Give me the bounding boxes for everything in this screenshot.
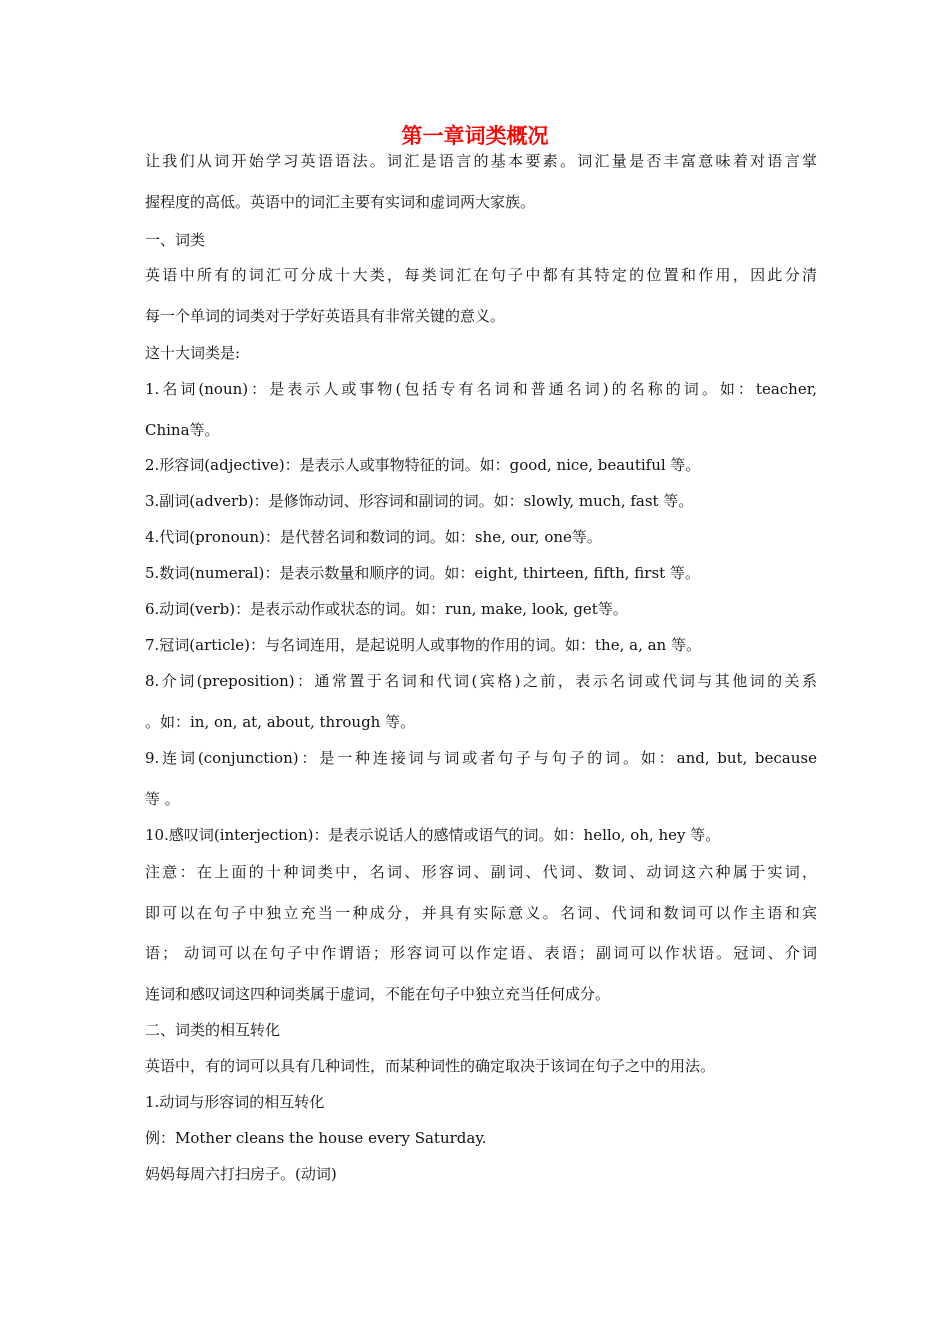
list-item-line: 。如：in, on, at, about, through 等。 [145, 713, 416, 731]
list-item-line: 8.介词(preposition)：通常置于名词和代词(宾格)之前，表示名词或代词与其他词的关系 [145, 672, 817, 690]
list-item-line: 4.代词(pronoun)：是代替名词和数词的词。如：she, our, one等。 [145, 528, 602, 546]
note-line: 连词和感叹词这四种词类属于虚词，不能在句子中独立充当任何成分。 [145, 985, 611, 1003]
paragraph-line: 英语中，有的词可以具有几种词性，而某种词性的确定取决于该词在句子之中的用法。 [145, 1057, 716, 1075]
list-item-line: 10.感叹词(interjection)：是表示说话人的感情或语气的词。如：hello, oh, hey 等。 [145, 826, 721, 844]
list-item-line: 9.连词(conjunction)：是一种连接词与词或者句子与句子的词。如：and, but, because [145, 749, 817, 767]
list-item-line: 1.名词(noun)：是表示人或事物(包括专有名词和普通名词)的名称的词。如：teacher, [145, 380, 817, 398]
subsection-heading: 1.动词与形容词的相互转化 [145, 1093, 325, 1111]
list-item-line: 7.冠词(article)：与名词连用，是起说明人或事物的作用的词。如：the, a, an 等。 [145, 636, 701, 654]
paragraph-line: 每一个单词的词类对于学好英语具有非常关键的意义。 [145, 307, 506, 325]
list-item-line: 5.数词(numeral)：是表示数量和顺序的词。如：eight, thirteen, fifth, first 等。 [145, 564, 700, 582]
note-line: 语； 动词可以在句子中作谓语；形容词可以作定语、表语；副词可以作状语。冠词、介词 [145, 944, 817, 962]
example-line: 例：Mother cleans the house every Saturday. [145, 1129, 487, 1147]
paragraph-line: 英语中所有的词汇可分成十大类，每类词汇在句子中都有其特定的位置和作用，因此分清 [145, 266, 817, 284]
list-item-line: China等。 [145, 421, 220, 439]
list-item-line: 等 。 [145, 790, 180, 808]
paragraph-line: 这十大词类是: [145, 344, 241, 362]
section-heading: 一、词类 [145, 231, 206, 249]
list-item-line: 2.形容词(adjective)：是表示人或事物特征的词。如：good, nice, beautiful 等。 [145, 456, 701, 474]
note-line: 即可以在句子中独立充当一种成分，并具有实际意义。名词、代词和数词可以作主语和宾 [145, 904, 817, 922]
list-item-line: 3.副词(adverb)：是修饰动词、形容词和副词的词。如：slowly, much, fast 等。 [145, 492, 694, 510]
note-line: 注意：在上面的十种词类中，名词、形容词、副词、代词、数词、动词这六种属于实词， [145, 863, 817, 881]
section-heading: 二、词类的相互转化 [145, 1021, 281, 1039]
paragraph-line: 握程度的高低。英语中的词汇主要有实词和虚词两大家族。 [145, 193, 536, 211]
paragraph-line: 让我们从词开始学习英语语法。词汇是语言的基本要素。词汇量是否丰富意味着对语言掌 [145, 152, 817, 170]
example-translation: 妈妈每周六打扫房子。(动词) [145, 1165, 337, 1183]
list-item-line: 6.动词(verb)：是表示动作或状态的词。如：run, make, look, get等。 [145, 600, 628, 618]
chapter-title: 第一章词类概况 [401, 123, 549, 148]
